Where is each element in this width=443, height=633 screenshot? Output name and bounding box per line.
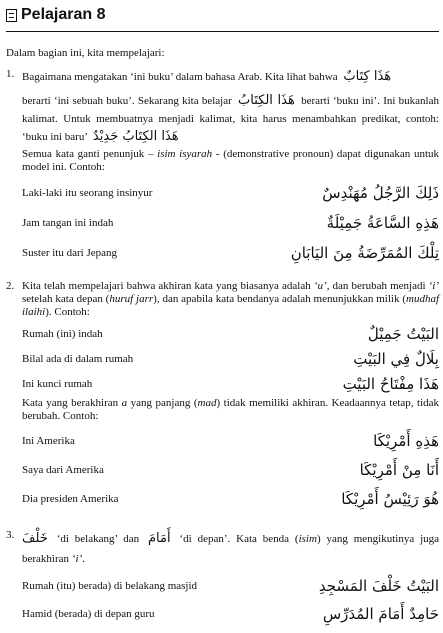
arabic-word: أَمَامَ bbox=[148, 531, 171, 546]
example-arabic: حَامِدٌ أَمَامَ المُدَرِّسِ bbox=[322, 605, 439, 623]
arabic-phrase: هَذَا كِتَابٌ bbox=[343, 69, 392, 84]
text: ) tidak memiliki akhiran. Keadaannya tetap, tidak berubah. Contoh: bbox=[22, 397, 440, 422]
example-indonesian: Bilal ada di dalam rumah bbox=[22, 352, 134, 365]
section-body bbox=[22, 529, 439, 628]
example-row bbox=[22, 572, 439, 600]
section-body bbox=[22, 68, 439, 268]
example-row bbox=[22, 238, 439, 268]
term: isim bbox=[298, 533, 317, 545]
example-indonesian: Dia presiden Amerika bbox=[22, 492, 119, 505]
examples-list bbox=[22, 178, 439, 268]
text: Semua kata ganti penunjuk – bbox=[22, 148, 154, 160]
text: Bagaimana mengatakan ‘ini buku’ dalam bahasa Arab. Kita lihat bahwa bbox=[22, 71, 338, 83]
term: isim isyarah bbox=[157, 148, 213, 160]
title-row bbox=[6, 0, 439, 24]
section-number: 2. bbox=[6, 280, 15, 292]
text: ‘di belakang’ dan bbox=[56, 533, 140, 545]
text: berarti ‘buku ini’. Ini bukanlah kalimat. Untuk membuatnya menjadi kalimat, kita harus menambahkan predikat, contoh: ‘buku ini baru’ bbox=[22, 95, 439, 143]
example-arabic: تِلْكَ المُمَرِّضَةُ مِنَ اليَابَانِ bbox=[290, 244, 439, 262]
title-divider bbox=[6, 31, 439, 32]
paragraph bbox=[22, 68, 439, 86]
example-row bbox=[22, 600, 439, 628]
section-body bbox=[22, 280, 439, 513]
arabic-phrase: هَذَا الكِتَابُ bbox=[238, 93, 295, 108]
example-arabic: أَنَا مِنْ أَمْرِيْكَا bbox=[359, 460, 439, 479]
example-arabic: البَيْتُ جَمِيْلٌ bbox=[367, 324, 439, 343]
term: a bbox=[121, 397, 128, 409]
example-indonesian: Suster itu dari Jepang bbox=[22, 247, 118, 259]
term: ‘i’ bbox=[428, 280, 440, 292]
text: , dan berubah menjadi bbox=[326, 280, 426, 292]
example-indonesian: Jam tangan ini indah bbox=[22, 217, 114, 229]
text: berarti ‘ini sebuah buku’. Sekarang kita belajar bbox=[22, 95, 232, 107]
section-3 bbox=[6, 529, 439, 628]
examples-list bbox=[22, 572, 439, 628]
text: Kata yang berakhiran bbox=[22, 397, 119, 409]
examples-list bbox=[22, 321, 439, 396]
section-1 bbox=[6, 68, 439, 268]
text: Kita telah mempelajari bahwa akhiran kata yang biasanya adalah bbox=[22, 280, 311, 292]
example-indonesian: Ini Amerika bbox=[22, 434, 75, 447]
term: mad bbox=[197, 397, 217, 409]
paragraph bbox=[22, 397, 439, 423]
example-arabic: ذَلِكَ الرَّجُلُ مُهَنْدِسٌ bbox=[322, 184, 439, 202]
example-arabic: هَذَا مِفْتَاحُ البَيْتِ bbox=[342, 374, 439, 393]
example-arabic: البَيْتُ خَلْفَ المَسْجِدِ bbox=[318, 577, 439, 595]
example-indonesian: Hamid (berada) di depan guru bbox=[22, 608, 155, 620]
examples-list bbox=[22, 426, 439, 513]
text: ) yang mengikutinya juga berakhiran bbox=[22, 533, 440, 565]
example-arabic: هَذِهِ أَمْرِيْكَا bbox=[373, 431, 439, 450]
example-arabic: هَذِهِ السَّاعَةُ جَمِيْلَةٌ bbox=[326, 214, 439, 232]
example-indonesian: Saya dari Amerika bbox=[22, 463, 104, 476]
example-arabic: بِلَالٌ فِي البَيْتِ bbox=[353, 349, 439, 368]
example-row bbox=[22, 455, 439, 484]
example-row bbox=[22, 346, 439, 371]
section-number: 1. bbox=[6, 68, 15, 80]
term: ‘u’ bbox=[313, 280, 327, 292]
example-indonesian: Rumah (ini) indah bbox=[22, 327, 103, 340]
term: mudhaf ilaihi bbox=[22, 293, 439, 318]
example-indonesian: Ini kunci rumah bbox=[22, 377, 93, 390]
example-arabic: هُوَ رَئِيْسُ أَمْرِيْكَا bbox=[341, 489, 439, 508]
paragraph bbox=[22, 529, 439, 569]
example-row bbox=[22, 371, 439, 396]
text: ), dan apabila kata bendanya adalah menunjukkan milik ( bbox=[153, 293, 406, 305]
document-icon bbox=[6, 9, 17, 22]
example-indonesian: Laki-laki itu seorang insinyur bbox=[22, 187, 153, 199]
paragraph bbox=[22, 280, 439, 319]
text: setelah kata depan ( bbox=[22, 293, 110, 305]
example-row bbox=[22, 321, 439, 346]
paragraph bbox=[22, 148, 439, 174]
example-row bbox=[22, 426, 439, 455]
term: ‘i’ bbox=[71, 553, 83, 565]
text: . bbox=[82, 553, 85, 565]
text: - (demonstrative pronoun) dapat digunakan untuk model ini. Contoh: bbox=[22, 148, 440, 173]
section-2 bbox=[6, 280, 439, 513]
text: yang panjang ( bbox=[130, 397, 198, 409]
text: ‘di depan’. Kata benda ( bbox=[179, 533, 299, 545]
arabic-word: خَلْفَ bbox=[22, 531, 48, 546]
section-number: 3. bbox=[6, 529, 15, 541]
arabic-phrase: هَذَا الكِتَابُ جَدِيْدٌ bbox=[92, 129, 179, 144]
page-title: Pelajaran 8 bbox=[21, 6, 106, 23]
example-row bbox=[22, 178, 439, 208]
term: huruf jarr bbox=[109, 293, 154, 305]
intro-text: Dalam bagian ini, kita mempelajari: bbox=[6, 47, 165, 59]
example-indonesian: Rumah (itu) berada) di belakang masjid bbox=[22, 580, 198, 592]
example-row bbox=[22, 208, 439, 238]
text: ). Contoh: bbox=[45, 306, 90, 318]
paragraph bbox=[22, 92, 439, 146]
example-row bbox=[22, 484, 439, 513]
